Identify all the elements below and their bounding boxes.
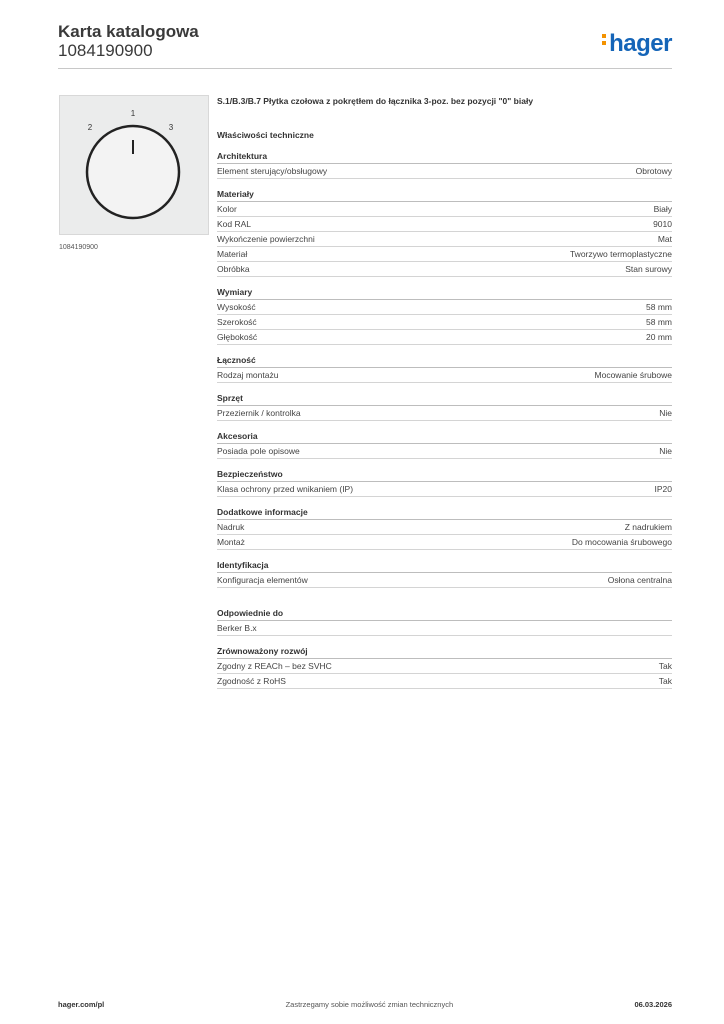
spec-value: Do mocowania śrubowego: [571, 537, 672, 547]
spec-row: [217, 573, 672, 588]
spec-label: Konfiguracja elementów: [217, 575, 308, 585]
spec-row: [217, 621, 672, 636]
spec-value: Nie: [659, 446, 672, 456]
footer-website: hager.com/pl: [58, 1000, 105, 1009]
spec-value: Nie: [659, 408, 672, 418]
image-caption: 1084190900: [59, 244, 98, 251]
logo-dots-icon: [602, 34, 607, 48]
spec-label: Element sterujący/obsługowy: [217, 166, 328, 176]
spec-row: [217, 674, 672, 689]
spec-label: Klasa ochrony przed wnikaniem (IP): [217, 484, 354, 494]
product-title: S.1/B.3/B.7 Płytka czołowa z pokrętłem do łącznika 3-poz. bez pozycji "0" biały: [217, 96, 534, 106]
spec-value: Biały: [653, 204, 672, 214]
spec-content: [217, 96, 672, 698]
spec-label: Kod RAL: [217, 219, 252, 229]
spec-value: Obrotowy: [635, 166, 672, 176]
spec-section: [217, 430, 672, 459]
spec-label: Głębokość: [217, 332, 258, 342]
suitable-section: [217, 607, 672, 636]
page-header: [58, 22, 672, 69]
spec-row: [217, 315, 672, 330]
spec-row: [217, 330, 672, 345]
page-footer: [58, 1000, 672, 1009]
spec-value: 58 mm: [646, 317, 672, 327]
dial-label-3: 3: [168, 123, 174, 132]
spec-row: [217, 368, 672, 383]
section-title: Identyfikacja: [217, 559, 672, 573]
spec-value: Tworzywo termoplastyczne: [569, 249, 672, 259]
logo-text: hager: [609, 30, 672, 57]
spec-label: Montaż: [217, 537, 245, 547]
section-title: Dodatkowe informacje: [217, 506, 672, 520]
spec-sections: [217, 150, 672, 588]
document-number: 1084190900: [58, 41, 153, 60]
spec-row: [217, 217, 672, 232]
section-title: Sprzęt: [217, 392, 672, 406]
dial-label-1: 1: [130, 109, 136, 118]
spec-value: IP20: [654, 484, 672, 494]
section-title: Odpowiednie do: [217, 607, 672, 621]
spec-value: Osłona centralna: [607, 575, 672, 585]
spec-row: [217, 406, 672, 421]
tech-heading: Właściwości techniczne: [217, 130, 314, 140]
footer-disclaimer: Zastrzegamy sobie możliwość zmian technicznych: [285, 1000, 454, 1009]
section-title: Łączność: [217, 354, 672, 368]
spec-value: Tak: [658, 676, 672, 686]
sustainability-section: [217, 645, 672, 689]
spec-row: [217, 520, 672, 535]
spec-row: [217, 262, 672, 277]
spec-value: 58 mm: [646, 302, 672, 312]
spec-value: Mat: [657, 234, 672, 244]
spec-section: [217, 188, 672, 277]
spec-label: Wykończenie powierzchni: [217, 234, 315, 244]
footer-date: 06.03.2026: [634, 1000, 672, 1009]
spec-section: [217, 645, 672, 689]
spec-section: [217, 607, 672, 636]
document-title: Karta katalogowa: [58, 22, 199, 41]
section-title: Zrównoważony rozwój: [217, 645, 672, 659]
spec-label: Berker B.x: [217, 623, 257, 633]
spec-value: 9010: [653, 219, 672, 229]
spec-value: Z nadrukiem: [624, 522, 672, 532]
hager-logo: [602, 30, 672, 58]
spec-value: 20 mm: [646, 332, 672, 342]
spec-section: [217, 354, 672, 383]
spec-label: Szerokość: [217, 317, 257, 327]
spec-section: [217, 559, 672, 588]
spec-value: Tak: [658, 661, 672, 671]
spec-section: [217, 468, 672, 497]
spec-section: [217, 150, 672, 179]
section-title: Akcesoria: [217, 430, 672, 444]
spec-label: Posiada pole opisowe: [217, 446, 300, 456]
spec-label: Zgodność z RoHS: [217, 676, 286, 686]
section-title: Architektura: [217, 150, 672, 164]
spec-value: Mocowanie śrubowe: [594, 370, 672, 380]
spec-row: [217, 659, 672, 674]
spec-row: [217, 164, 672, 179]
spec-label: Przeziernik / kontrolka: [217, 408, 301, 418]
spec-row: [217, 232, 672, 247]
spec-label: Kolor: [217, 204, 237, 214]
spec-value: Stan surowy: [625, 264, 672, 274]
product-image: [59, 95, 209, 235]
dial-label-2: 2: [87, 123, 93, 132]
spec-row: [217, 444, 672, 459]
spec-section: [217, 392, 672, 421]
spec-label: Nadruk: [217, 522, 245, 532]
spec-row: [217, 247, 672, 262]
rotary-knob-illustration: [60, 96, 208, 234]
spec-row: [217, 535, 672, 550]
section-title: Wymiary: [217, 286, 672, 300]
spec-section: [217, 506, 672, 550]
spec-label: Obróbka: [217, 264, 250, 274]
spec-row: [217, 482, 672, 497]
spec-label: Rodzaj montażu: [217, 370, 279, 380]
spec-row: [217, 300, 672, 315]
spec-row: [217, 202, 672, 217]
spec-label: Zgodny z REACh – bez SVHC: [217, 661, 332, 671]
spec-label: Materiał: [217, 249, 248, 259]
spec-section: [217, 286, 672, 345]
spec-label: Wysokość: [217, 302, 256, 312]
section-title: Bezpieczeństwo: [217, 468, 672, 482]
section-title: Materiały: [217, 188, 672, 202]
